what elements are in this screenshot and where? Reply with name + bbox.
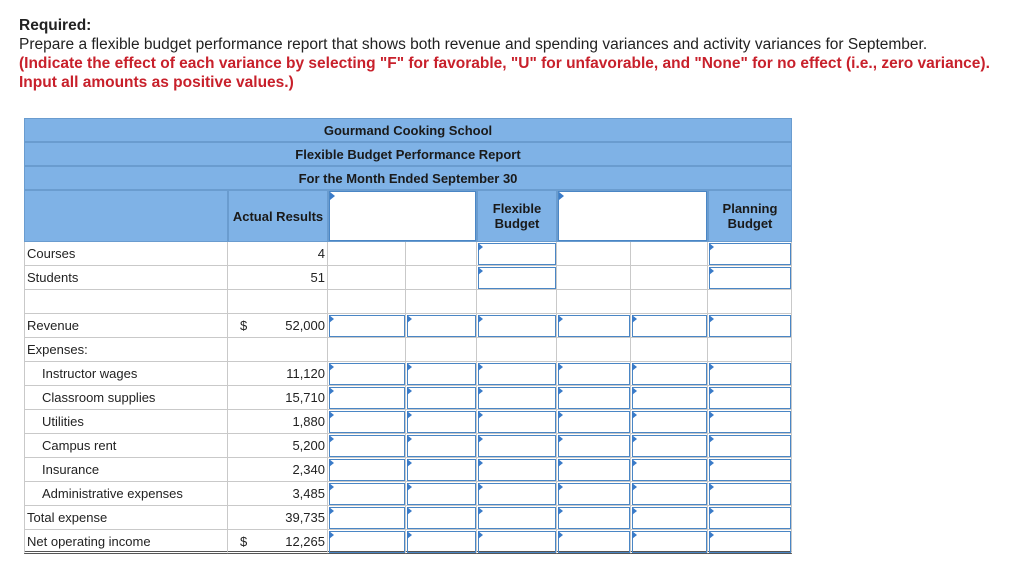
row-net-operating-income xyxy=(24,530,792,554)
header-planning-budget: Planning Budget xyxy=(708,190,792,242)
row-label: Classroom supplies xyxy=(24,386,228,410)
variance-2-input[interactable] xyxy=(557,314,631,338)
flexible-budget-input[interactable] xyxy=(477,386,557,410)
variance-2-effect-select[interactable] xyxy=(631,506,708,530)
flexible-budget-input[interactable] xyxy=(477,314,557,338)
required-heading: Required: xyxy=(19,17,92,34)
variance-2-input[interactable] xyxy=(557,434,631,458)
variance-1-input[interactable] xyxy=(328,458,406,482)
actual-value: 3,485 xyxy=(228,482,328,506)
variance-1-input[interactable] xyxy=(328,410,406,434)
planning-budget-input[interactable] xyxy=(708,434,792,458)
variance-1-effect-select[interactable] xyxy=(406,434,477,458)
row-label: Campus rent xyxy=(24,434,228,458)
row-revenue xyxy=(24,314,792,338)
row-label: Instructor wages xyxy=(24,362,228,386)
row-label: Insurance xyxy=(24,458,228,482)
variance-1-input[interactable] xyxy=(328,530,406,554)
flexible-budget-input[interactable] xyxy=(477,362,557,386)
header-actual-results: Actual Results xyxy=(228,190,328,242)
flexible-budget-input[interactable] xyxy=(477,482,557,506)
variance-2-effect-select[interactable] xyxy=(631,482,708,506)
actual-value: $ 12,265 xyxy=(228,530,328,554)
variance-1-effect-select[interactable] xyxy=(406,482,477,506)
row-label: Courses xyxy=(24,242,228,266)
flexible-budget-input[interactable] xyxy=(477,410,557,434)
row-expense-utilities xyxy=(24,410,792,434)
flexible-budget-input[interactable] xyxy=(477,530,557,554)
actual-value: 51 xyxy=(228,266,328,290)
flexible-budget-input[interactable] xyxy=(477,266,557,290)
variance-2-input[interactable] xyxy=(557,386,631,410)
row-expense-insurance xyxy=(24,458,792,482)
variance-1-input[interactable] xyxy=(328,506,406,530)
planning-budget-input[interactable] xyxy=(708,314,792,338)
variance-1-effect-select[interactable] xyxy=(406,314,477,338)
flexible-budget-input[interactable] xyxy=(477,242,557,266)
report-period: For the Month Ended September 30 xyxy=(24,166,792,190)
header-variance-2-input[interactable] xyxy=(557,190,708,242)
row-expenses-heading xyxy=(24,338,792,362)
planning-budget-input[interactable] xyxy=(708,386,792,410)
planning-budget-input[interactable] xyxy=(708,482,792,506)
variance-1-effect-select[interactable] xyxy=(406,530,477,554)
row-label: Net operating income xyxy=(24,530,228,554)
row-label: Revenue xyxy=(24,314,228,338)
required-note: (Indicate the effect of each variance by selecting "F" for favorable, "U" for unfavorable, and "None" for no effect (i.e., zero variance). Input all amounts as positive values.) xyxy=(19,55,990,91)
variance-2-input[interactable] xyxy=(557,458,631,482)
flexible-budget-input[interactable] xyxy=(477,458,557,482)
variance-1-effect-select[interactable] xyxy=(406,458,477,482)
planning-budget-input[interactable] xyxy=(708,362,792,386)
variance-1-effect-select[interactable] xyxy=(406,362,477,386)
variance-1-input[interactable] xyxy=(328,362,406,386)
planning-budget-input[interactable] xyxy=(708,410,792,434)
planning-budget-input[interactable] xyxy=(708,530,792,554)
variance-2-effect-select[interactable] xyxy=(631,434,708,458)
row-courses xyxy=(24,242,792,266)
variance-1-input[interactable] xyxy=(328,434,406,458)
actual-value: 5,200 xyxy=(228,434,328,458)
row-label: Students xyxy=(24,266,228,290)
header-blank-label xyxy=(24,190,228,242)
header-variance-1-input[interactable] xyxy=(328,190,477,242)
variance-1-effect-select[interactable] xyxy=(406,386,477,410)
row-label: Administrative expenses xyxy=(24,482,228,506)
variance-2-input[interactable] xyxy=(557,530,631,554)
variance-1-input[interactable] xyxy=(328,482,406,506)
planning-budget-input[interactable] xyxy=(708,266,792,290)
actual-value: $ 52,000 xyxy=(228,314,328,338)
variance-1-effect-select[interactable] xyxy=(406,410,477,434)
row-expense-admin xyxy=(24,482,792,506)
variance-2-effect-select[interactable] xyxy=(631,410,708,434)
actual-value: 4 xyxy=(228,242,328,266)
row-expense-rent xyxy=(24,434,792,458)
variance-1-input[interactable] xyxy=(328,314,406,338)
variance-2-input[interactable] xyxy=(557,410,631,434)
actual-value: 11,120 xyxy=(228,362,328,386)
row-label: Total expense xyxy=(24,506,228,530)
row-expense-supplies xyxy=(24,386,792,410)
actual-value: 2,340 xyxy=(228,458,328,482)
variance-2-input[interactable] xyxy=(557,482,631,506)
row-expense-instructor xyxy=(24,362,792,386)
header-flexible-budget: Flexible Budget xyxy=(477,190,557,242)
required-text: Prepare a flexible budget performance report that shows both revenue and spending variances and activity variances for September. xyxy=(19,36,928,53)
row-label: Utilities xyxy=(24,410,228,434)
planning-budget-input[interactable] xyxy=(708,458,792,482)
row-blank xyxy=(24,290,792,314)
actual-value: 1,880 xyxy=(228,410,328,434)
flexible-budget-input[interactable] xyxy=(477,506,557,530)
report-title: Flexible Budget Performance Report xyxy=(24,142,792,166)
flexible-budget-input[interactable] xyxy=(477,434,557,458)
variance-2-input[interactable] xyxy=(557,362,631,386)
variance-1-effect-select[interactable] xyxy=(406,506,477,530)
variance-2-effect-select[interactable] xyxy=(631,362,708,386)
actual-value: 15,710 xyxy=(228,386,328,410)
variance-2-effect-select[interactable] xyxy=(631,314,708,338)
actual-value: 39,735 xyxy=(228,506,328,530)
company-name: Gourmand Cooking School xyxy=(24,118,792,142)
instructions xyxy=(19,16,1009,92)
row-total-expense xyxy=(24,506,792,530)
row-students xyxy=(24,266,792,290)
variance-2-effect-select[interactable] xyxy=(631,458,708,482)
planning-budget-input[interactable] xyxy=(708,242,792,266)
row-label: Expenses: xyxy=(24,338,228,362)
variance-2-effect-select[interactable] xyxy=(631,530,708,554)
variance-1-input[interactable] xyxy=(328,386,406,410)
planning-budget-input[interactable] xyxy=(708,506,792,530)
variance-2-input[interactable] xyxy=(557,506,631,530)
variance-2-effect-select[interactable] xyxy=(631,386,708,410)
